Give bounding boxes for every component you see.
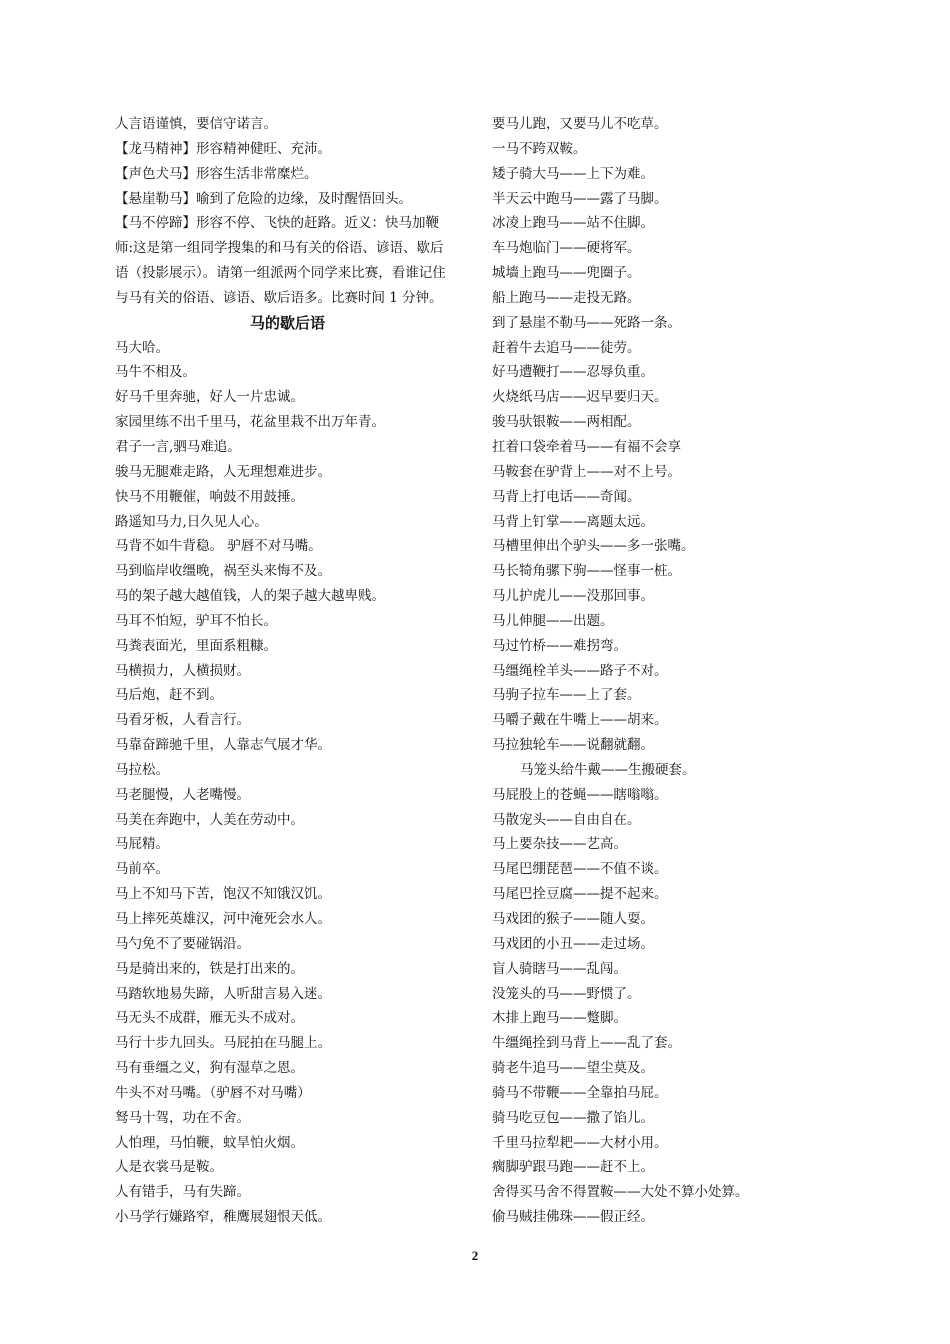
text-line: 快马不用鞭催，响鼓不用鼓捶。 bbox=[115, 488, 304, 505]
text-line: 马看牙板，人看言行。 bbox=[115, 712, 250, 729]
page-number: 2 bbox=[471, 1248, 479, 1263]
text-line: 人怕理，马怕鞭，蚊旱怕火烟。 bbox=[115, 1134, 304, 1151]
text-line: 马横损力，人横损财。 bbox=[115, 662, 250, 679]
text-line: 没笼头的马——野惯了。 bbox=[492, 985, 641, 1002]
text-line: 马长犄角骡下驹——怪事一桩。 bbox=[492, 563, 681, 580]
text-line: 马是骑出来的，铁是打出来的。 bbox=[115, 960, 304, 977]
text-line: 赶着牛去追马——徒劳。 bbox=[492, 339, 641, 356]
text-line: 马老腿慢，人老嘴慢。 bbox=[115, 786, 250, 803]
text-line: 马尾巴拴豆腐——提不起来。 bbox=[492, 886, 668, 903]
text-line: 师:这是第一组同学搜集的和马有关的俗语、谚语、歇后 bbox=[115, 240, 444, 257]
text-line: 马美在奔跑中，人美在劳动中。 bbox=[115, 811, 304, 828]
text-line: 马拉独轮车——说翻就翻。 bbox=[492, 737, 654, 754]
text-line: 冰凌上跑马——站不住脚。 bbox=[492, 215, 654, 232]
text-line: 骑老牛追马——望尘莫及。 bbox=[492, 1060, 654, 1077]
text-line: 马有垂缰之义，狗有湿草之恩。 bbox=[115, 1060, 304, 1077]
text-line: 马散宠头——自由自在。 bbox=[492, 811, 641, 828]
text-line: 马靠奋蹄驰千里，人靠志气展才华。 bbox=[115, 737, 331, 754]
text-line: 马尾巴绷琵琶——不值不谈。 bbox=[492, 861, 668, 878]
text-line: 马屁股上的苍蝇——瞎嗡嗡。 bbox=[492, 786, 668, 803]
text-line: 马鞍套在驴背上——对不上号。 bbox=[492, 463, 681, 480]
text-line: 偷马贼挂佛珠——假正经。 bbox=[492, 1209, 654, 1226]
intro-section bbox=[115, 112, 460, 311]
text-line: 马背上钉掌——离题太远。 bbox=[492, 513, 654, 530]
text-line: 骏马无腿难走路，人无理想难进步。 bbox=[115, 463, 331, 480]
text-line: 一马不跨双鞍。 bbox=[492, 140, 587, 157]
text-line: 【悬崖勒马】喻到了危险的边缘，及时醒悟回头。 bbox=[115, 190, 412, 207]
text-line: 人言语谨慎，要信守诺言。 bbox=[115, 116, 277, 132]
text-line: 马到临岸收缰晚，祸至头来悔不及。 bbox=[115, 563, 331, 580]
text-line: 马前卒。 bbox=[115, 861, 169, 878]
text-line: 马缰绳栓羊头——路子不对。 bbox=[492, 662, 668, 679]
text-line: 马踏软地易失蹄，人听甜言易入迷。 bbox=[115, 985, 331, 1002]
text-line: 马儿伸腿——出题。 bbox=[492, 612, 614, 629]
text-line: 马背上打电话——奇闻。 bbox=[492, 488, 641, 505]
text-line: 瘸脚驴跟马跑——赶不上。 bbox=[492, 1159, 654, 1176]
text-line: 马后炮，赶不到。 bbox=[115, 687, 223, 704]
text-line: 【龙马精神】形容精神健旺、充沛。 bbox=[115, 140, 331, 157]
text-line: 马戏团的猴子——随人耍。 bbox=[492, 911, 654, 927]
text-line: 君子一言,驷马难追。 bbox=[115, 438, 241, 455]
text-line: 马上不知马下苦，饱汉不知饿汉饥。 bbox=[115, 886, 331, 903]
text-line: 马槽里伸出个驴头——多一张嘴。 bbox=[492, 538, 695, 555]
text-line: 车马炮临门——硬将军。 bbox=[492, 240, 641, 257]
text-line: 马背不如牛背稳。 驴唇不对马嘴。 bbox=[115, 538, 322, 555]
text-line: 骏马驮银鞍——两相配。 bbox=[492, 414, 641, 431]
text-line: 牛头不对马嘴。（驴唇不对马嘴） bbox=[115, 1084, 311, 1101]
text-line: 舍得买马舍不得置鞍——大处不算小处算。 bbox=[492, 1184, 749, 1201]
left-column bbox=[115, 112, 460, 1230]
text-line: 人有错手，马有失蹄。 bbox=[115, 1184, 250, 1201]
text-line: 马的架子越大越值钱，人的架子越大越卑贱。 bbox=[115, 588, 385, 605]
text-line: 马儿护虎儿——没那回事。 bbox=[492, 588, 654, 605]
text-line: 矮子骑大马——上下为难。 bbox=[492, 165, 654, 182]
text-line: 半天云中跑马——露了马脚。 bbox=[492, 190, 668, 207]
text-line: 【声色犬马】形容生活非常糜烂。 bbox=[115, 165, 318, 182]
text-line: 马屁精。 bbox=[115, 836, 169, 853]
text-line: 骑马不带鞭——全靠拍马屁。 bbox=[492, 1084, 668, 1101]
text-line: 马牛不相及。 bbox=[115, 364, 196, 381]
text-line: 路遥知马力,日久见人心。 bbox=[115, 513, 268, 530]
text-line: 城墙上跑马——兜圈子。 bbox=[492, 265, 641, 282]
text-line: 火烧纸马店——迟早要归天。 bbox=[492, 389, 668, 406]
text-line: 马无头不成群，雁无头不成对。 bbox=[115, 1010, 304, 1027]
text-line: 好马千里奔驰，好人一片忠诚。 bbox=[115, 389, 304, 406]
text-line: 牛缰绳拴到马背上——乱了套。 bbox=[492, 1035, 681, 1052]
right-column bbox=[492, 112, 792, 1230]
text-line: 马行十步九回头。马屁拍在马腿上。 bbox=[115, 1035, 331, 1052]
text-line: 盲人骑瞎马——乱闯。 bbox=[492, 960, 627, 977]
text-line: 与马有关的俗语、谚语、歇后语多。比赛时间 1 分钟。 bbox=[115, 289, 443, 306]
text-line: 马大哈。 bbox=[115, 339, 169, 356]
proverb-list-left bbox=[115, 336, 460, 1230]
text-line: 木排上跑马——蹩脚。 bbox=[492, 1010, 627, 1027]
text-line: 马耳不怕短，驴耳不怕长。 bbox=[115, 612, 277, 629]
text-line: 小马学行嫌路窄，稚鹰展翅恨天低。 bbox=[115, 1209, 331, 1226]
text-line: 【马不停蹄】形容不停、飞快的赶路。近义：快马加鞭 bbox=[115, 215, 439, 232]
text-line: 到了悬崖不勒马——死路一条。 bbox=[492, 314, 681, 331]
text-line: 要马儿跑，又要马儿不吃草。 bbox=[492, 116, 668, 132]
text-line: 家园里练不出千里马，花盆里栽不出万年青。 bbox=[115, 414, 385, 431]
text-line: 人是衣裳马是鞍。 bbox=[115, 1159, 223, 1176]
text-line: 驽马十驾，功在不舍。 bbox=[115, 1109, 250, 1126]
text-line: 马上摔死英雄汉，河中淹死会水人。 bbox=[115, 911, 331, 927]
text-line: 马上要杂技——艺高。 bbox=[492, 836, 627, 853]
text-line: 好马遭鞭打——忍辱负重。 bbox=[492, 364, 654, 381]
text-line: 扛着口袋牵着马——有福不会享 bbox=[492, 438, 681, 455]
text-line: 马嚼子戴在牛嘴上——胡来。 bbox=[492, 712, 668, 729]
text-line: 船上跑马——走投无路。 bbox=[492, 289, 641, 306]
text-line: 语（投影展示）。请第一组派两个同学来比赛，看谁记住 bbox=[115, 265, 446, 282]
text-line: 马过竹桥——难拐弯。 bbox=[492, 637, 627, 654]
text-line: 马笼头给牛戴——生搬硬套。 bbox=[520, 761, 696, 778]
text-line: 马勺免不了要碰锅沿。 bbox=[115, 935, 250, 952]
text-line: 骑马吃豆包——撒了馅儿。 bbox=[492, 1109, 654, 1126]
text-line: 马拉松。 bbox=[115, 761, 169, 778]
text-line: 马驹子拉车——上了套。 bbox=[492, 687, 641, 704]
proverb-list-right bbox=[492, 112, 792, 1230]
text-line: 马戏团的小丑——走过场。 bbox=[492, 935, 654, 952]
text-line: 马粪表面光，里面系粗糠。 bbox=[115, 637, 277, 654]
text-line: 千里马拉犁耙——大材小用。 bbox=[492, 1134, 668, 1151]
section-heading: 马的歇后语 bbox=[249, 313, 325, 332]
